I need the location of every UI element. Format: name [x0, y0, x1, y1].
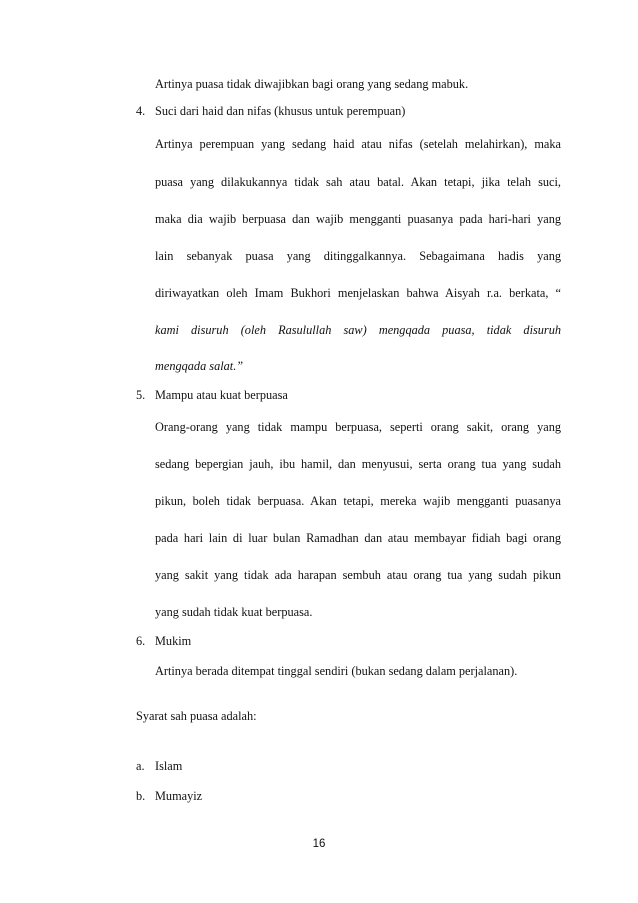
- list-heading: Suci dari haid dan nifas (khusus untuk perempuan): [155, 104, 406, 118]
- quote-line: kami disuruh (oleh Rasulullah saw) mengqada puasa, tidak disuruh: [155, 323, 561, 337]
- quote-line: mengqada salat.”: [155, 359, 244, 373]
- paragraph-line: Artinya berada ditempat tinggal sendiri (bukan sedang dalam perjalanan).: [155, 664, 518, 678]
- list-item: Mumayiz: [155, 789, 203, 803]
- list-item: Islam: [155, 759, 183, 773]
- paragraph-line: puasa yang dilakukannya tidak sah atau batal. Akan tetapi, jika telah suci,: [155, 175, 561, 189]
- paragraph-line: pada hari lain di luar bulan Ramadhan dan atau membayar fidiah bagi orang: [155, 531, 561, 545]
- paragraph-line: diriwayatkan oleh Imam Bukhori menjelaskan bahwa Aisyah r.a. berkata, “: [155, 286, 561, 300]
- paragraph-line: Orang-orang yang tidak mampu berpuasa, seperti orang sakit, orang yang: [155, 420, 561, 434]
- paragraph-line: Artinya perempuan yang sedang haid atau nifas (setelah melahirkan), maka: [155, 137, 561, 151]
- list-letter: b.: [136, 789, 146, 803]
- paragraph-line: Artinya puasa tidak diwajibkan bagi orang yang sedang mabuk.: [155, 77, 469, 91]
- paragraph-line: yang sudah tidak kuat berpuasa.: [155, 605, 313, 619]
- paragraph-line: lain sebanyak puasa yang ditinggalkannya. Sebagaimana hadis yang: [155, 249, 561, 263]
- paragraph-line: maka dia wajib berpuasa dan wajib mengganti puasanya pada hari-hari yang: [155, 212, 561, 226]
- list-letter: a.: [136, 759, 145, 773]
- section-heading: Syarat sah puasa adalah:: [136, 709, 257, 723]
- list-number: 5.: [136, 388, 146, 402]
- list-number: 6.: [136, 634, 146, 648]
- paragraph-line: sedang bepergian jauh, ibu hamil, dan menyusui, serta orang tua yang sudah: [155, 457, 561, 471]
- list-heading: Mukim: [155, 634, 192, 648]
- page-number: 16: [312, 838, 326, 850]
- paragraph-line: yang sakit yang tidak ada harapan sembuh atau orang tua yang sudah pikun: [155, 568, 561, 582]
- paragraph-line: pikun, boleh tidak berpuasa. Akan tetapi, mereka wajib mengganti puasanya: [155, 494, 561, 508]
- list-heading: Mampu atau kuat berpuasa: [155, 388, 288, 402]
- list-number: 4.: [136, 104, 146, 118]
